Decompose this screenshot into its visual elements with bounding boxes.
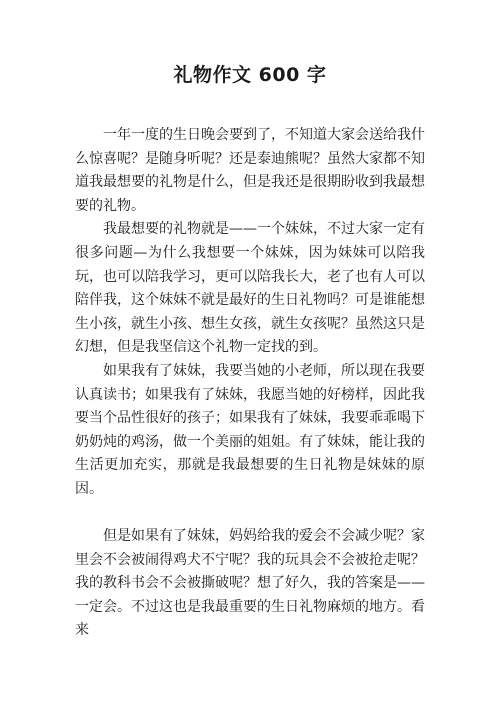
- paragraph-3: 如果我有了妹妹，我要当她的小老师，所以现在我要认真读书；如果我有了妹妹，我愿当她的好榜样，因此我要当个品性很好的孩子；如果我有了妹妹，我要乖乖喝下奶奶炖的鸡汤，做一个美丽的姐姐。有了妹妹，能让我的生活更加充实，那就是我最想要的生日礼物是妹妹的原因。: [75, 362, 425, 497]
- paragraph-spacer: [75, 502, 425, 526]
- page-title: 礼物作文 600 字: [173, 64, 327, 86]
- paragraph-1: 一年一度的生日晚会要到了，不知道大家会送给我什么惊喜呢？是随身听呢？还是泰迪熊呢？虽然大家都不知道我最想要的礼物是什么，但是我还是很期盼收到我最想要的礼物。: [75, 127, 425, 214]
- paragraph-4: 但是如果有了妹妹，妈妈给我的爱会不会减少呢？家里会不会被闹得鸡犬不宁呢？我的玩具会不会被抢走呢？我的教科书会不会被撕破呢？想了好久，我的答案是——一定会。不过这也是我最重要的生日礼物麻烦的地方。看来: [75, 528, 425, 639]
- essay-body: [75, 124, 425, 643]
- paragraph-2: 我最想要的礼物就是——一个妹妹，不过大家一定有很多问题—为什么我想要一个妹妹，因为妹妹可以陪我玩，也可以陪我学习，更可以陪我长大，老了也有人可以陪伴我，这个妹妹不就是最好的生日礼物吗？可是谁能想生小孩，就生小孩、想生女孩，就生女孩呢？虽然这只是幻想，但是我坚信这个礼物一定找的到。: [75, 221, 425, 356]
